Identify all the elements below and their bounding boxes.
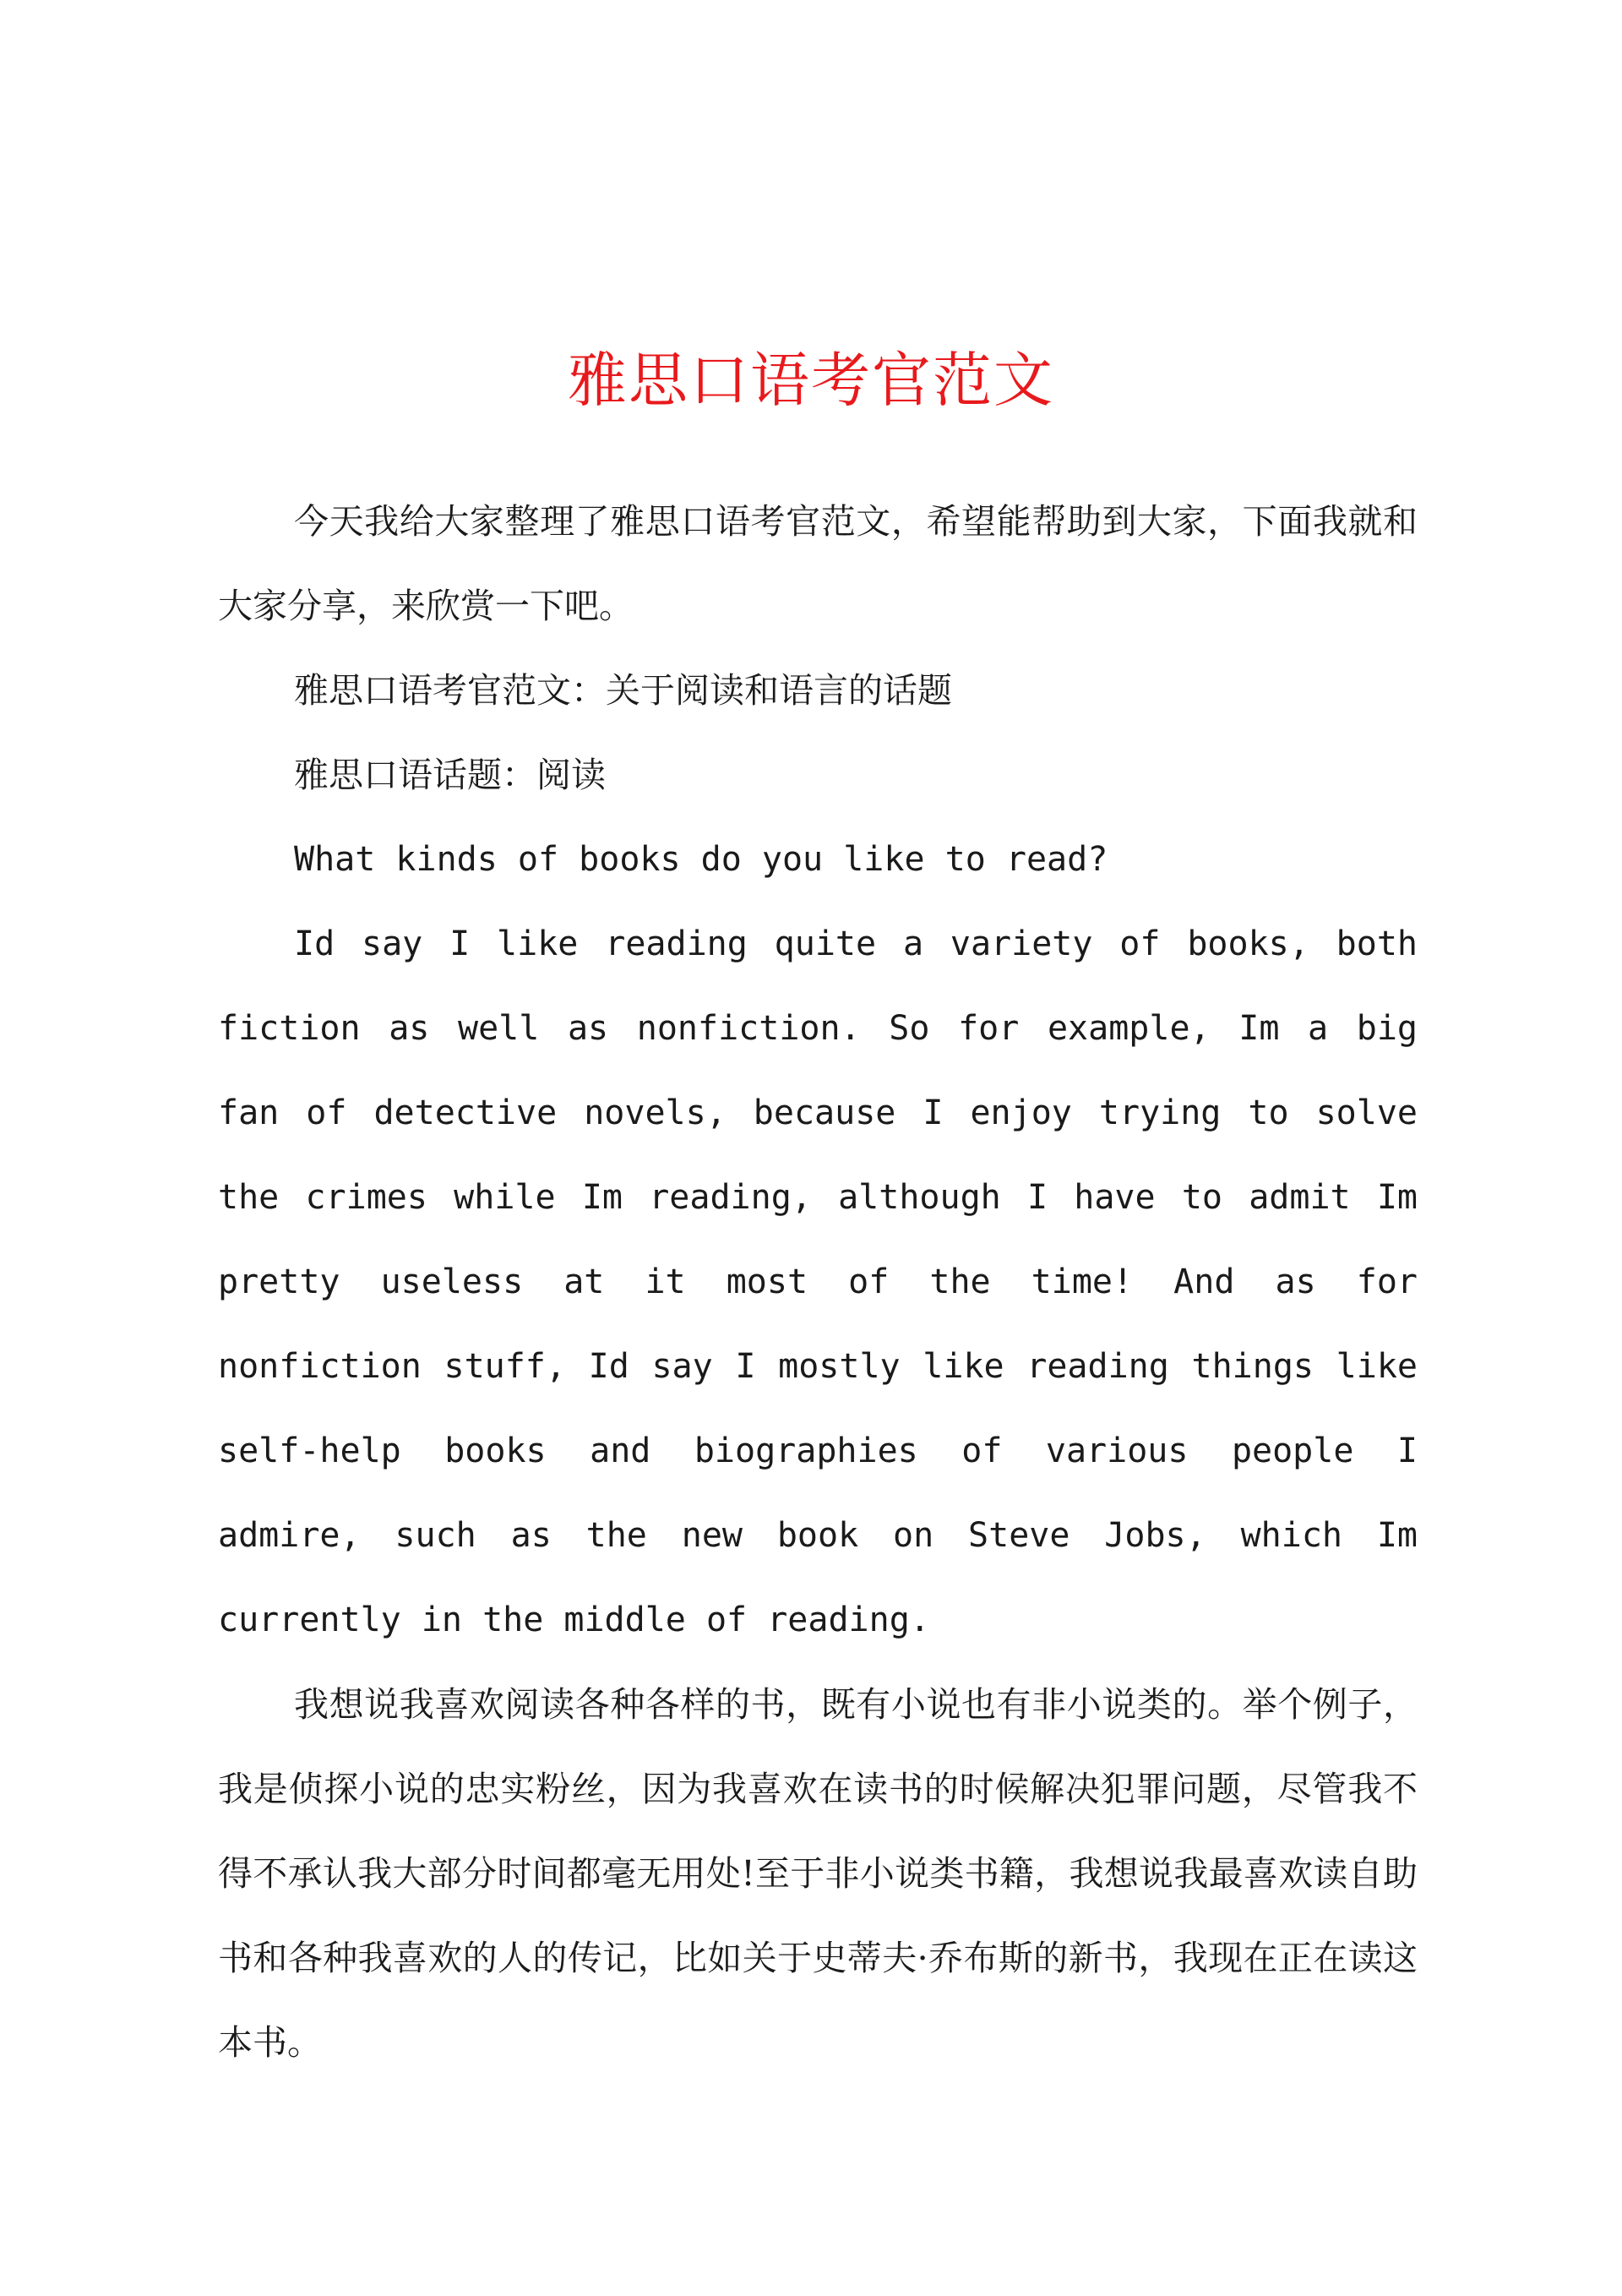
section-heading: 雅思口语考官范文：关于阅读和语言的话题 — [294, 670, 952, 711]
english-answer-paragraph: Id say I like reading quite a variety of books, both fiction as well as nonfiction. So for example, Im a big fan of detective novels, because I enjoy trying to solve the crimes while Im reading, although I have to admit Im pretty useless at it most of the time! And as for nonfiction stuff, Id say I mostly like reading things like self-help books and biographies of various people I admire, such as the new book on Steve Jobs, which Im currently in the middle of reading. — [218, 924, 1418, 1639]
document-title: 雅思口语考官范文 — [568, 346, 1054, 415]
topic-line: 雅思口语话题：阅读 — [294, 755, 606, 795]
document-body — [218, 479, 1418, 2085]
intro-paragraph: 今天我给大家整理了雅思口语考官范文，希望能帮助到大家，下面我就和大家分享，来欣赏一下吧。 — [218, 501, 1418, 626]
chinese-translation-paragraph: 我想说我喜欢阅读各种各样的书，既有小说也有非小说类的。举个例子，我是侦探小说的忠实粉丝，因为我喜欢在读书的时候解决犯罪问题，尽管我不得不承认我大部分时间都毫无用处!至于非小说类书籍，我想说我最喜欢读自助书和各种我喜欢的人的传记，比如关于史蒂夫·乔布斯的新书，我现在正在读这本书。 — [218, 1684, 1418, 2063]
question-text: What kinds of books do you like to read? — [294, 840, 1108, 879]
